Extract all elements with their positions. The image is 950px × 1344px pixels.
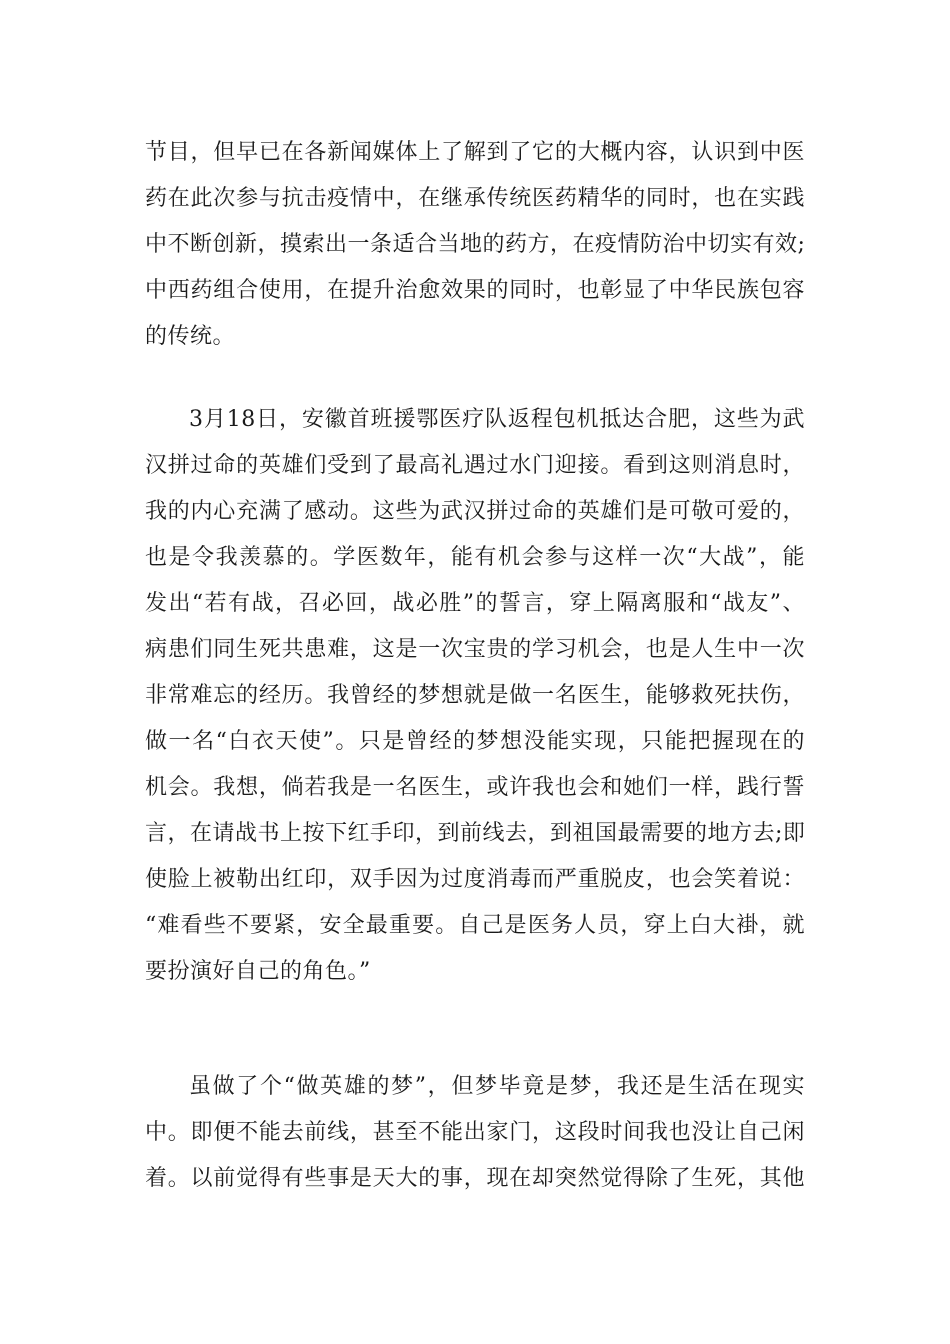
paragraph-line: 非常难忘的经历。我曾经的梦想就是做一名医生，能够救死扶伤， xyxy=(145,683,805,708)
paragraph-line: 也是令我羡慕的。学医数年，能有机会参与这样一次“大战”，能 xyxy=(145,545,805,570)
paragraph-line: 中不断创新，摸索出一条适合当地的药方，在疫情防治中切实有效; xyxy=(145,232,806,257)
paragraph-line: 做一名“白衣天使”。只是曾经的梦想没能实现，只能把握现在的 xyxy=(145,729,805,754)
paragraph-line: 言，在请战书上按下红手印，到前线去，到祖国最需要的地方去;即 xyxy=(145,821,806,846)
paragraph-1 xyxy=(145,130,805,360)
paragraph-line: 的传统。 xyxy=(145,324,236,349)
paragraph-line: 中。即便不能去前线，甚至不能出家门，这段时间我也没让自己闲 xyxy=(145,1120,805,1145)
paragraph-line: 要扮演好自己的角色。” xyxy=(145,959,371,984)
paragraph-line: 3月18日，安徽首班援鄂医疗队返程包机抵达合肥，这些为武 xyxy=(189,407,805,432)
paragraph-line: 药在此次参与抗击疫情中，在继承传统医药精华的同时，也在实践 xyxy=(145,186,805,211)
paragraph-line: 我的内心充满了感动。这些为武汉拼过命的英雄们是可敬可爱的， xyxy=(145,499,805,524)
paragraph-line: “难看些不要紧，安全最重要。自己是医务人员，穿上白大褂，就 xyxy=(145,913,805,938)
paragraph-2 xyxy=(145,397,805,995)
paragraph-line: 节目，但早已在各新闻媒体上了解到了它的大概内容，认识到中医 xyxy=(145,140,805,165)
paragraph-line: 机会。我想，倘若我是一名医生，或许我也会和她们一样，践行誓 xyxy=(145,775,805,800)
paragraph-line: 发出“若有战，召必回，战必胜”的誓言，穿上隔离服和“战友”、 xyxy=(145,591,805,616)
paragraph-line: 病患们同生死共患难，这是一次宝贵的学习机会，也是人生中一次 xyxy=(145,637,805,662)
paragraph-line: 汉拼过命的英雄们受到了最高礼遇过水门迎接。看到这则消息时， xyxy=(145,453,805,478)
paragraph-line: 着。以前觉得有些事是天大的事，现在却突然觉得除了生死，其他 xyxy=(145,1166,805,1191)
paragraph-line: 使脸上被勒出红印，双手因为过度消毒而严重脱皮，也会笑着说： xyxy=(145,867,805,892)
paragraph-3 xyxy=(145,1064,805,1202)
paragraph-line: 中西药组合使用，在提升治愈效果的同时，也彰显了中华民族包容 xyxy=(145,278,805,303)
paragraph-line: 虽做了个“做英雄的梦”，但梦毕竟是梦，我还是生活在现实 xyxy=(189,1074,805,1099)
